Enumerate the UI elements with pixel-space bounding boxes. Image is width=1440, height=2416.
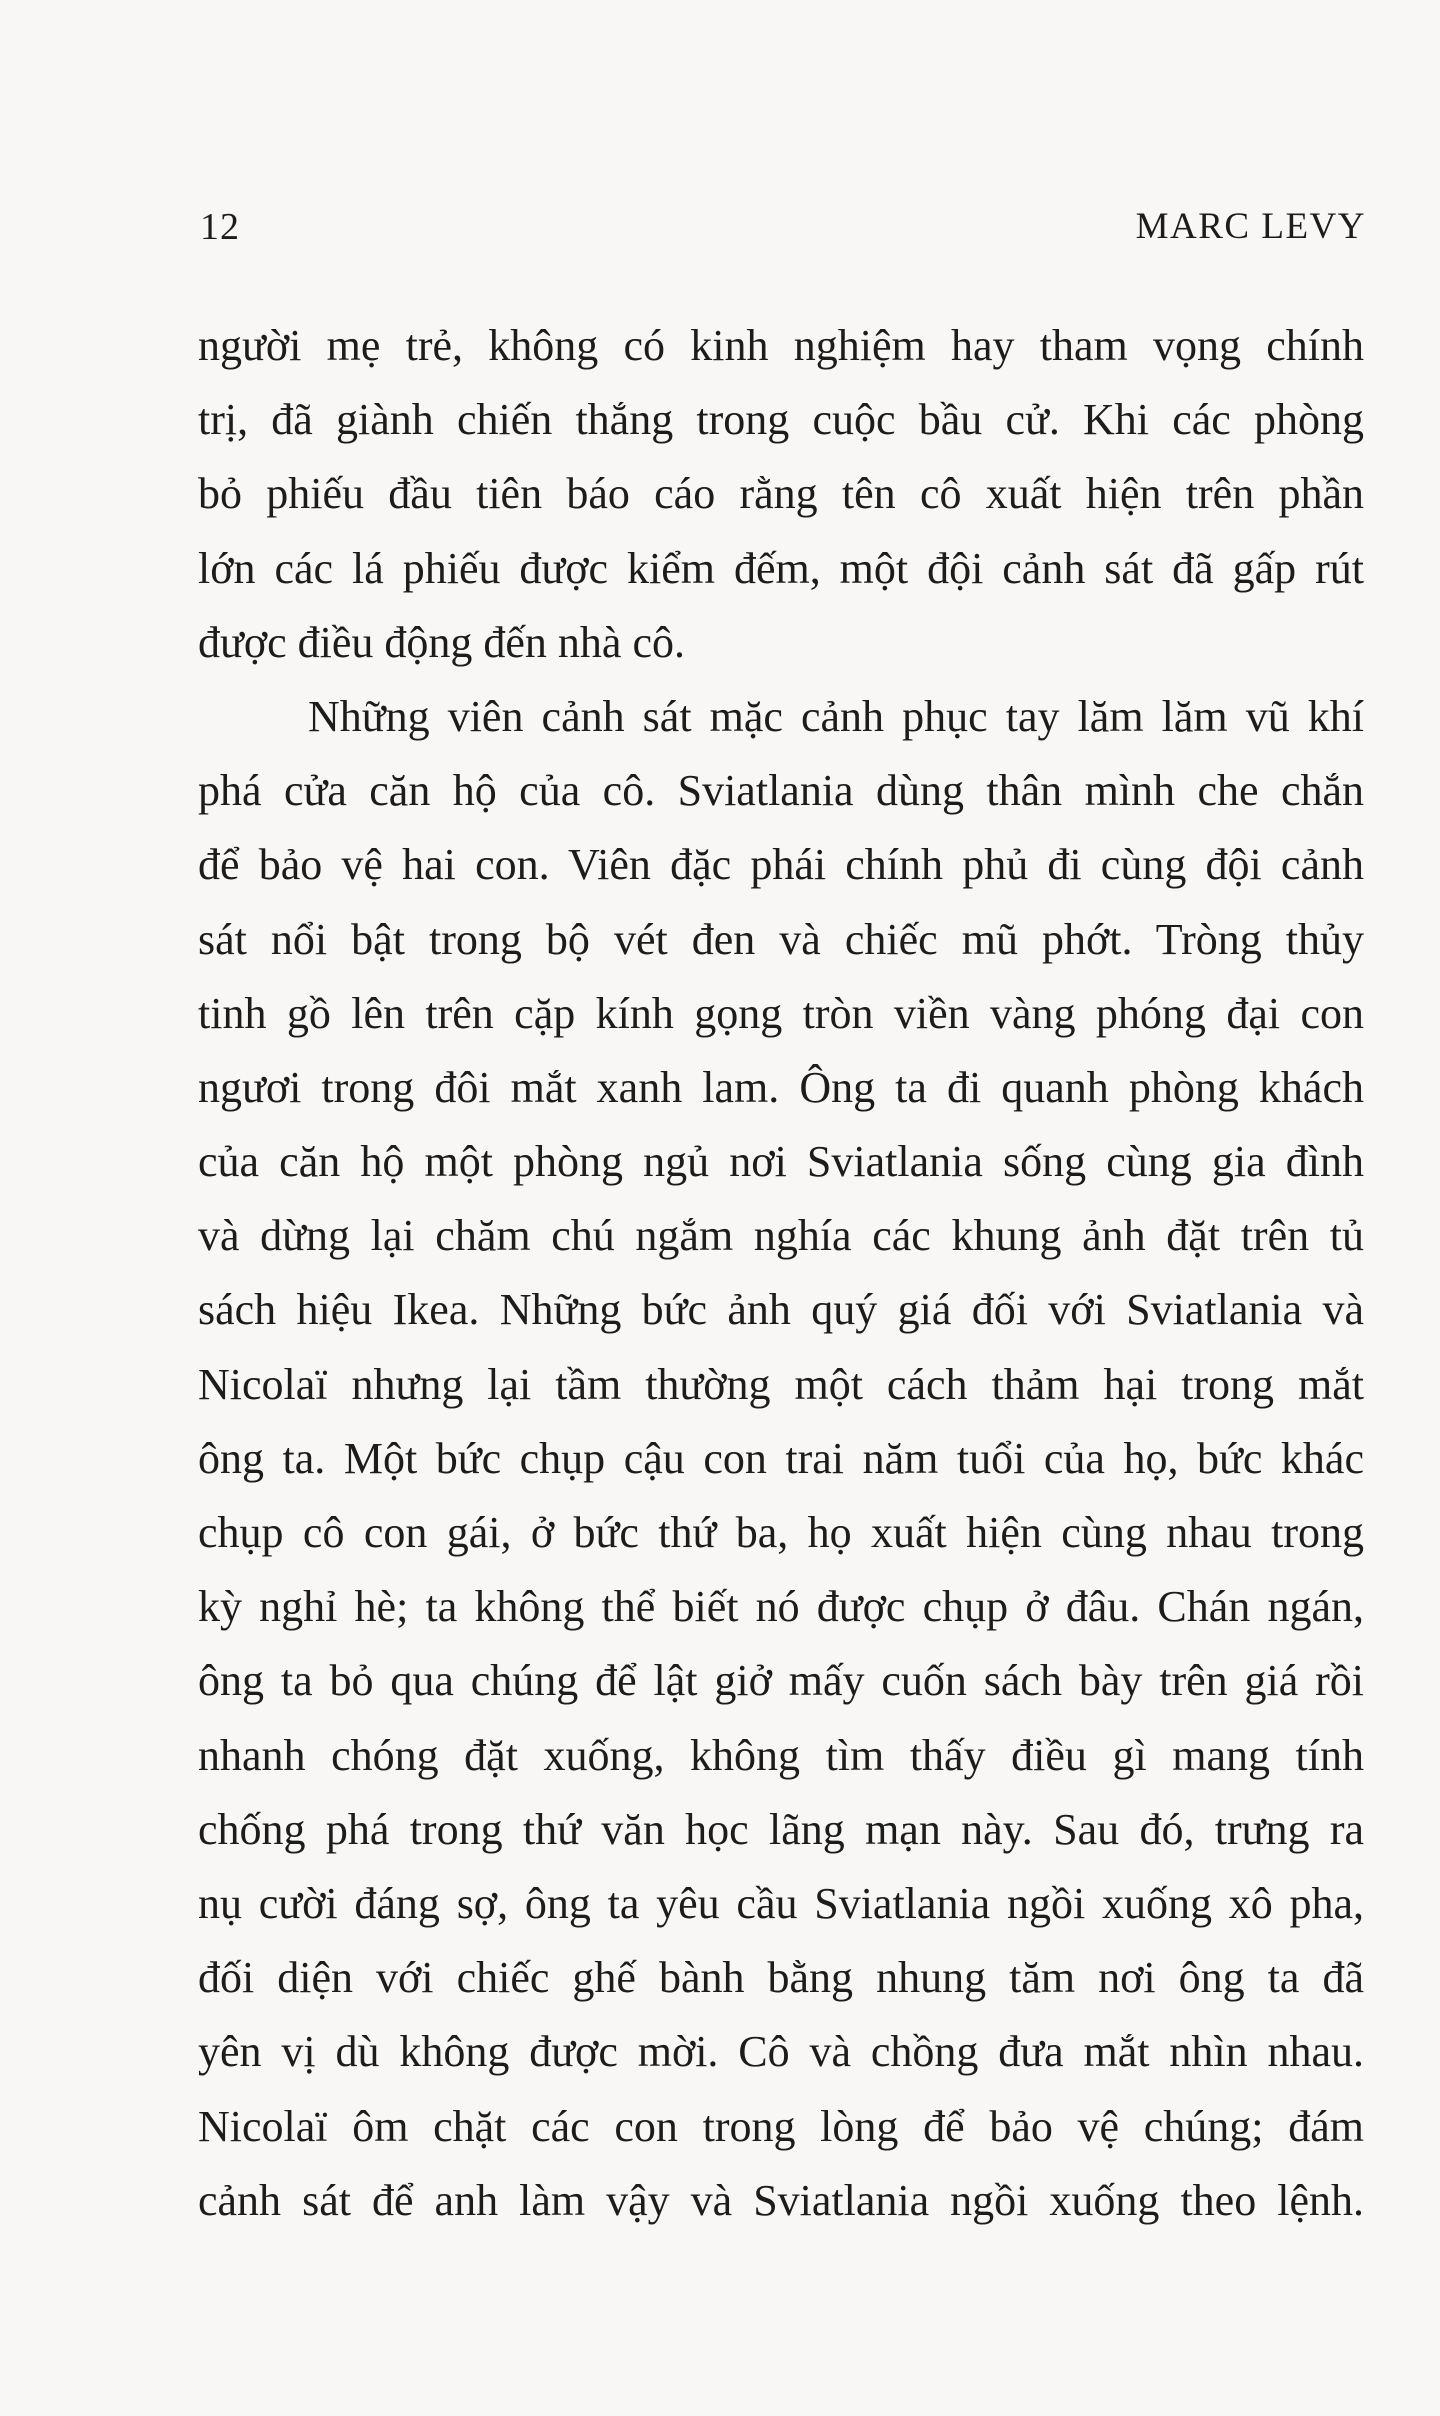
text-line: Những viên cảnh sát mặc cảnh phục tay lăm lăm vũ khí	[308, 691, 1364, 741]
text-line: cảnh sát để anh làm vậy và Sviatlania ngồi xuống theo lệnh.	[198, 2175, 1364, 2225]
text-line: chống phá trong thứ văn học lãng mạn này. Sau đó, trưng ra	[198, 1804, 1364, 1854]
text-line: để bảo vệ hai con. Viên đặc phái chính phủ đi cùng đội cảnh	[198, 840, 1364, 890]
text-line: bỏ phiếu đầu tiên báo cáo rằng tên cô xuất hiện trên phần	[198, 469, 1364, 519]
text-line: tinh gồ lên trên cặp kính gọng tròn viền vàng phóng đại con	[198, 988, 1364, 1038]
text-line: sách hiệu Ikea. Những bức ảnh quý giá đối với Sviatlania và	[198, 1285, 1364, 1335]
text-line: Nicolaï ôm chặt các con trong lòng để bảo vệ chúng; đám	[198, 2101, 1364, 2151]
text-line: đối diện với chiếc ghế bành bằng nhung tăm nơi ông ta đã	[198, 1953, 1364, 2003]
text-line: yên vị dù không được mời. Cô và chồng đưa mắt nhìn nhau.	[198, 2027, 1364, 2077]
text-line: của căn hộ một phòng ngủ nơi Sviatlania sống cùng gia đình	[198, 1137, 1364, 1187]
text-line: trị, đã giành chiến thắng trong cuộc bầu cử. Khi các phòng	[198, 395, 1364, 445]
text-line: Nicolaï nhưng lại tầm thường một cách thảm hại trong mắt	[198, 1359, 1364, 1409]
text-line: người mẹ trẻ, không có kinh nghiệm hay tham vọng chính	[198, 321, 1364, 370]
text-line: được điều động đến nhà cô.	[198, 617, 685, 667]
text-line: kỳ nghỉ hè; ta không thể biết nó được chụp ở đâu. Chán ngán,	[198, 1582, 1364, 1632]
text-line: lớn các lá phiếu được kiểm đếm, một đội cảnh sát đã gấp rút	[198, 543, 1364, 593]
body-text	[198, 309, 1364, 2238]
text-line: nụ cười đáng sợ, ông ta yêu cầu Sviatlania ngồi xuống xô pha,	[198, 1878, 1364, 1928]
text-line: sát nổi bật trong bộ vét đen và chiếc mũ phớt. Tròng thủy	[198, 914, 1364, 964]
text-line: ngươi trong đôi mắt xanh lam. Ông ta đi quanh phòng khách	[198, 1062, 1364, 1112]
text-line: ông ta bỏ qua chúng để lật giở mấy cuốn sách bày trên giá rồi	[198, 1656, 1364, 1706]
text-line: chụp cô con gái, ở bức thứ ba, họ xuất hiện cùng nhau trong	[198, 1508, 1364, 1557]
text-line: ông ta. Một bức chụp cậu con trai năm tuổi của họ, bức khác	[198, 1433, 1364, 1483]
text-line: nhanh chóng đặt xuống, không tìm thấy điều gì mang tính	[198, 1730, 1364, 1780]
text-line: phá cửa căn hộ của cô. Sviatlania dùng thân mình che chắn	[198, 766, 1364, 816]
running-head-author: MARC LEVY	[1135, 206, 1366, 247]
page-number: 12	[200, 206, 240, 248]
text-line: và dừng lại chăm chú ngắm nghía các khung ảnh đặt trên tủ	[198, 1211, 1364, 1261]
